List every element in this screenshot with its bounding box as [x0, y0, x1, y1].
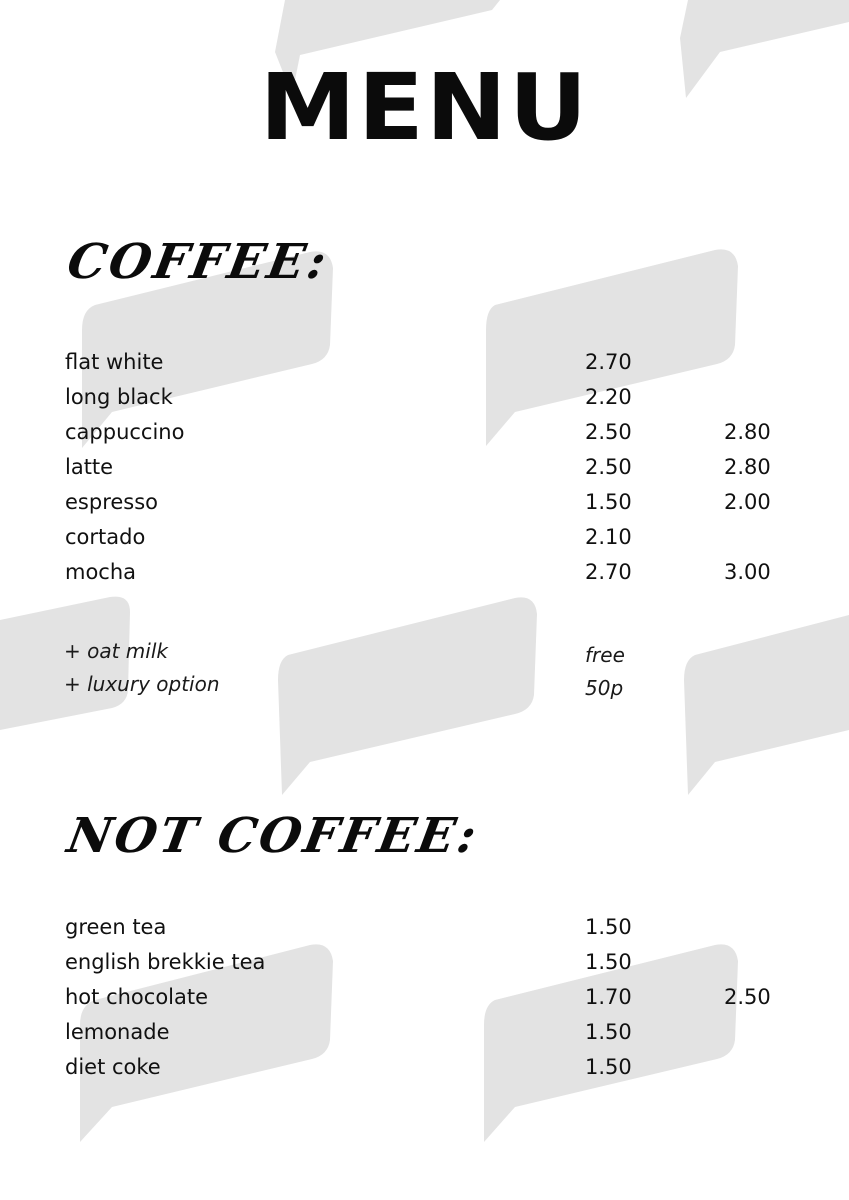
not-coffee-list	[0, 910, 849, 1085]
item-name: mocha	[65, 560, 137, 584]
menu-title: MENU	[259, 54, 590, 161]
item-price: 1.50	[585, 490, 632, 514]
item-price: 2.10	[585, 525, 632, 549]
item-name: flat white	[65, 350, 164, 374]
menu-item	[0, 345, 849, 380]
item-name: long black	[65, 385, 173, 409]
item-price: 1.70	[585, 985, 632, 1009]
coffee-extras	[0, 635, 849, 701]
item-price: 2.70	[585, 350, 632, 374]
menu-item	[0, 1050, 849, 1085]
item-price: 2.50	[585, 455, 632, 479]
extra-price: free	[585, 643, 625, 667]
item-price-large: 2.80	[724, 455, 771, 479]
coffee-list	[0, 345, 849, 590]
item-name: cortado	[65, 525, 146, 549]
item-price: 2.20	[585, 385, 632, 409]
item-name: lemonade	[65, 1020, 170, 1044]
menu-item	[0, 380, 849, 415]
menu-item	[0, 520, 849, 555]
item-price: 1.50	[585, 1055, 632, 1079]
menu-item	[0, 485, 849, 520]
item-name: hot chocolate	[65, 985, 209, 1009]
menu-item	[0, 555, 849, 590]
item-price-large: 3.00	[724, 560, 771, 584]
not-coffee-heading: NOT COFFEE:	[63, 808, 484, 864]
menu-item	[0, 980, 849, 1015]
extra-name: + oat milk	[64, 639, 168, 663]
item-name: green tea	[65, 915, 167, 939]
item-price: 1.50	[585, 950, 632, 974]
item-name: english brekkie tea	[65, 950, 266, 974]
item-name: espresso	[65, 490, 159, 514]
extra-price: 50p	[585, 676, 624, 700]
item-name: latte	[65, 455, 114, 479]
menu-item	[0, 415, 849, 450]
item-price-large: 2.00	[724, 490, 771, 514]
item-price-large: 2.80	[724, 420, 771, 444]
coffee-heading: COFFEE:	[63, 234, 334, 290]
extra-item	[0, 635, 849, 668]
menu-item	[0, 910, 849, 945]
item-name: cappuccino	[65, 420, 185, 444]
item-price: 1.50	[585, 915, 632, 939]
extra-name: + luxury option	[64, 672, 220, 696]
extra-item	[0, 668, 849, 701]
item-price-large: 2.50	[724, 985, 771, 1009]
menu-item	[0, 1015, 849, 1050]
item-price: 2.70	[585, 560, 632, 584]
item-name: diet coke	[65, 1055, 161, 1079]
menu-item	[0, 450, 849, 485]
item-price: 2.50	[585, 420, 632, 444]
item-price: 1.50	[585, 1020, 632, 1044]
menu-item	[0, 945, 849, 980]
